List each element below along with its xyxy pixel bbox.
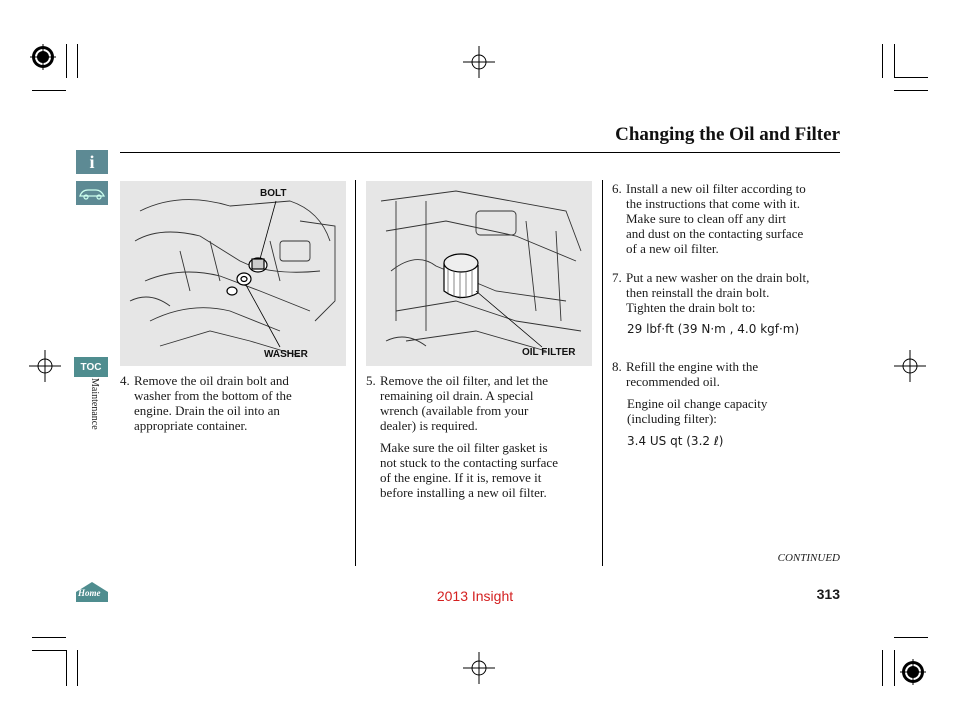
step-line: Remove the oil drain bolt and: [134, 373, 289, 388]
step-line: Put a new washer on the drain bolt,: [626, 270, 810, 285]
step-line: dealer) is required.: [380, 418, 478, 433]
step-line: Tighten the drain bolt to:: [626, 300, 756, 315]
home-label: Home: [78, 588, 101, 598]
step-line: Install a new oil filter according to: [626, 181, 806, 196]
step-line: engine. Drain the oil into an: [134, 403, 280, 418]
car-icon: [78, 186, 106, 200]
step-line: then reinstall the drain bolt.: [626, 285, 770, 300]
step-line: the instructions that come with it.: [626, 196, 801, 211]
model-name: 2013 Insight: [436, 588, 514, 604]
step-8: [612, 359, 852, 389]
registration-starburst-icon: [900, 659, 926, 685]
registration-starburst-icon: [30, 44, 56, 70]
step-number: 7.: [612, 270, 622, 285]
washer-label: WASHER: [264, 349, 308, 360]
note-line: (including filter):: [627, 411, 717, 426]
step-line: washer from the bottom of the: [134, 388, 292, 403]
drain-bolt-illustration: [120, 181, 346, 366]
step-number: 6.: [612, 181, 622, 196]
column-divider: [355, 180, 356, 566]
title-rule: [120, 152, 840, 153]
home-button[interactable]: [74, 580, 110, 604]
step-line: wrench (available from your: [380, 403, 529, 418]
step-line: appropriate container.: [134, 418, 248, 433]
step-line: and dust on the contacting surface: [626, 226, 804, 241]
oil-capacity-spec: 3.4 US qt (3.2 ℓ): [627, 434, 724, 448]
step-line: recommended oil.: [626, 374, 720, 389]
step-7: [612, 270, 852, 315]
section-label: Maintenance: [89, 378, 100, 430]
step-8-note: [627, 396, 847, 426]
note-line: Make sure the oil filter gasket is: [380, 440, 548, 455]
step-line: Remove the oil filter, and let the: [380, 373, 549, 388]
step-line: remaining oil drain. A special: [380, 388, 534, 403]
step-number: 8.: [612, 359, 622, 374]
oil-filter-label: OIL FILTER: [522, 347, 576, 358]
note-line: not stuck to the contacting surface: [380, 455, 558, 470]
note-line: before installing a new oil filter.: [380, 485, 547, 500]
step-line: Refill the engine with the: [626, 359, 759, 374]
torque-spec: 29 lbf·ft (39 N·m , 4.0 kgf·m): [627, 322, 800, 336]
info-icon: i: [89, 151, 95, 172]
step-line: of a new oil filter.: [626, 241, 719, 256]
car-icon-button[interactable]: [76, 181, 108, 205]
note-line: of the engine. If it is, remove it: [380, 470, 542, 485]
step-5: [366, 373, 598, 433]
step-5-note: [380, 440, 600, 500]
bolt-label: BOLT: [260, 188, 287, 199]
step-6: [612, 181, 852, 256]
info-icon-button[interactable]: [76, 150, 108, 174]
step-number: 4.: [120, 373, 130, 388]
oil-filter-drawing: [366, 181, 592, 366]
oil-filter-illustration: [366, 181, 592, 366]
column-divider: [602, 180, 603, 566]
page-title: Changing the Oil and Filter: [615, 124, 840, 145]
toc-button[interactable]: TOC: [74, 357, 108, 377]
step-4: [120, 373, 350, 433]
drain-bolt-drawing: [120, 181, 346, 366]
continued-label: CONTINUED: [777, 552, 840, 564]
page-number: 313: [816, 586, 840, 602]
step-number: 5.: [366, 373, 376, 388]
step-line: Make sure to clean off any dirt: [626, 211, 787, 226]
note-line: Engine oil change capacity: [627, 396, 768, 411]
